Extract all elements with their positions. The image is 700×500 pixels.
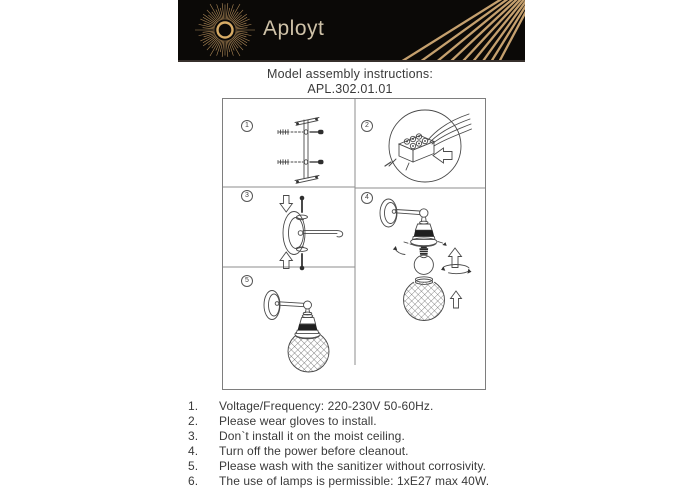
- brand-banner: [178, 0, 525, 62]
- instruction-item: [188, 399, 518, 414]
- assembled-wall-lamp-icon: [264, 291, 329, 373]
- item-number: 1.: [188, 399, 199, 413]
- page-header: [0, 67, 700, 97]
- instruction-item: [188, 474, 518, 489]
- item-text: Please wear gloves to install.: [219, 414, 377, 428]
- bulb-and-shade-installation-icon: [380, 199, 472, 321]
- banner-art: [178, 0, 525, 60]
- sunburst-ring: [218, 23, 233, 38]
- item-number: 4.: [188, 444, 199, 458]
- item-text: Turn off the power before cleanout.: [219, 444, 409, 458]
- step-number-2: 2: [361, 120, 373, 132]
- page-title: Model assembly instructions:: [266, 67, 434, 81]
- sunburst-logo-icon: [195, 3, 255, 57]
- terminal-block-wiring-icon: [385, 110, 472, 182]
- instruction-item: [188, 444, 518, 459]
- notes-list: [188, 399, 518, 489]
- item-number: 3.: [188, 429, 199, 443]
- item-text: The use of lamps is permissible: 1xE27 max 40W.: [219, 474, 490, 488]
- step-number-1: 1: [241, 120, 253, 132]
- step-number-4: 4: [361, 192, 373, 204]
- assembly-diagram-art: [223, 99, 485, 389]
- item-text: Don`t install it on the moist ceiling.: [219, 429, 405, 443]
- canopy-screw-mounting-icon: [280, 196, 343, 271]
- wall-bracket-screws-icon: [278, 118, 324, 184]
- assembly-diagram: [222, 98, 486, 390]
- instruction-item: [188, 429, 518, 444]
- instruction-item: [188, 459, 518, 474]
- instruction-item: [188, 414, 518, 429]
- item-number: 5.: [188, 459, 199, 473]
- item-text: Voltage/Frequency: 220-230V 50-60Hz.: [219, 399, 434, 413]
- ray-fan-decoration-icon: [344, 0, 525, 60]
- step-number-3: 3: [241, 190, 253, 202]
- model-number: APL.302.01.01: [307, 82, 393, 96]
- panel-dividers: [223, 99, 485, 365]
- item-number: 2.: [188, 414, 199, 428]
- item-number: 6.: [188, 474, 199, 488]
- brand-name: Aployt: [263, 17, 325, 40]
- step-number-5: 5: [241, 275, 253, 287]
- item-text: Please wash with the sanitizer without corrosivity.: [219, 459, 486, 473]
